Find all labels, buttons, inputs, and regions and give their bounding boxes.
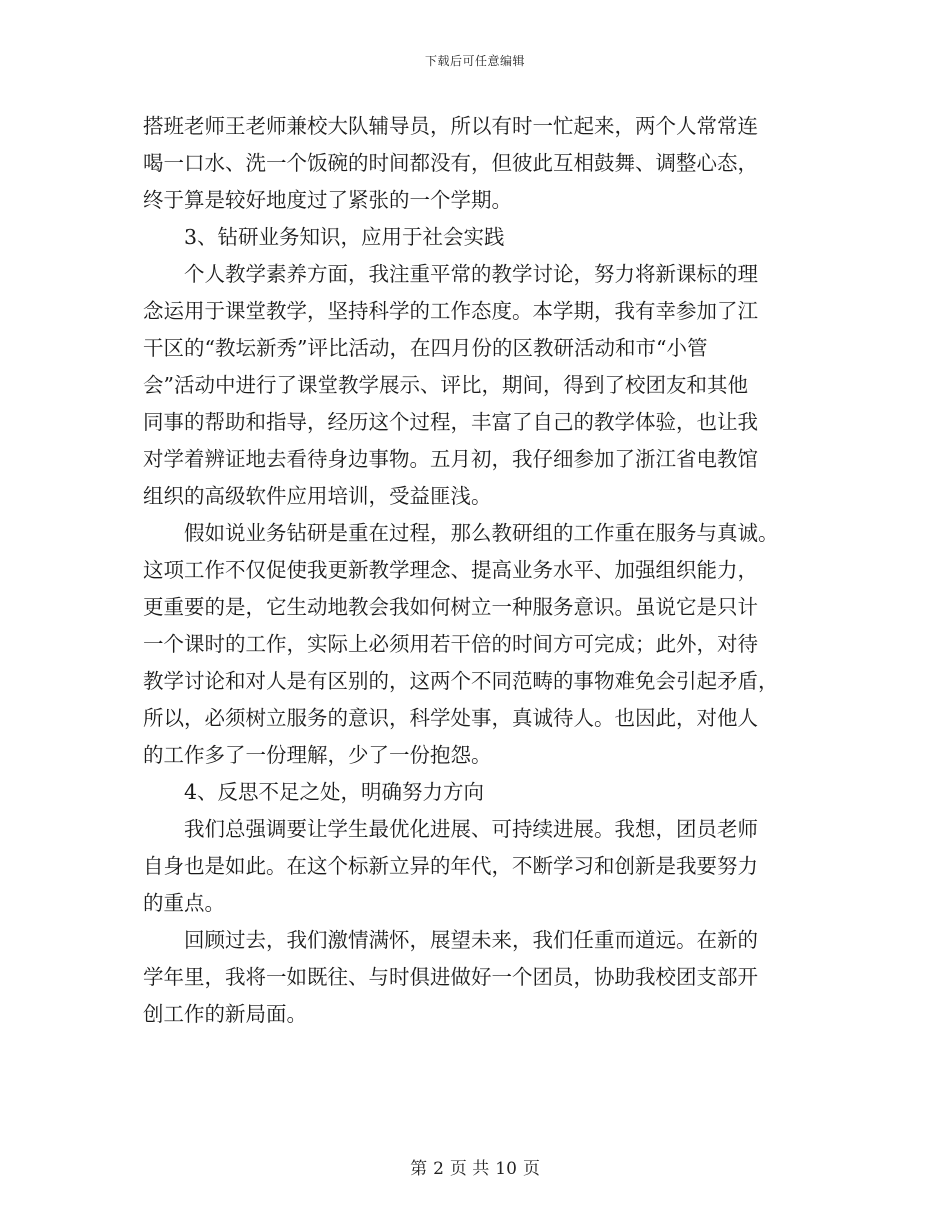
total-pages: 10	[495, 1159, 517, 1179]
text-line: 学年里，我将一如既往、与时俱进做好一个团员，协助我校团支部开	[143, 965, 758, 989]
footer-prefix: 第	[410, 1159, 428, 1179]
page-number: 2	[433, 1159, 444, 1179]
text-line: 喝一口水、洗一个饭碗的时间都没有，但彼此互相鼓舞、调整心态，	[143, 151, 758, 175]
page-footer	[0, 1154, 950, 1179]
text-line: 终于算是较好地度过了紧张的一个学期。	[143, 188, 512, 212]
section-heading: 4、反思不足之处，明确努力方向	[184, 780, 485, 804]
text-line: 的重点。	[143, 891, 225, 915]
text-line: 的工作多了一份理解，少了一份抱怨。	[143, 743, 492, 767]
text-line: 念运用于课堂教学，坚持科学的工作态度。本学期，我有幸参加了江	[143, 299, 758, 323]
text-line: 创工作的新局面。	[143, 1002, 307, 1026]
text-line: 假如说业务钻研是重在过程，那么教研组的工作重在服务与真诚。	[184, 521, 779, 545]
text-line: 对学着辨证地去看待身边事物。五月初，我仔细参加了浙江省电教馆	[143, 447, 758, 471]
page-header: 下载后可任意编辑	[424, 54, 525, 68]
text-line: 我们总强调要让学生最优化进展、可持续进展。我想，团员老师	[184, 817, 758, 841]
text-line: 这项工作不仅促使我更新教学理念、提高业务水平、加强组织能力，	[143, 558, 758, 582]
text-line: 更重要的是，它生动地教会我如何树立一种服务意识。虽说它是只计	[143, 595, 758, 619]
text-line: 搭班老师王老师兼校大队辅导员，所以有时一忙起来，两个人常常连	[143, 114, 758, 138]
text-line: 所以，必须树立服务的意识，科学处事，真诚待人。也因此，对他人	[143, 706, 758, 730]
text-line: 自身也是如此。在这个标新立异的年代，不断学习和创新是我要努力	[143, 854, 758, 878]
text-line: 干区的“教坛新秀”评比活动，在四月份的区教研活动和市“小管	[143, 336, 708, 360]
body-text	[143, 108, 811, 1033]
text-line: 个人教学素养方面，我注重平常的教学讨论，努力将新课标的理	[184, 262, 758, 286]
text-line: 组织的高级软件应用培训，受益匪浅。	[143, 484, 492, 508]
text-line: 一个课时的工作，实际上必须用若干倍的时间方可完成；此外，对待	[143, 632, 758, 656]
text-line: 会”活动中进行了课堂教学展示、评比，期间，得到了校团友和其他	[143, 373, 748, 397]
section-heading: 3、钻研业务知识，应用于社会实践	[184, 225, 505, 249]
footer-suffix: 页	[522, 1159, 540, 1179]
text-line: 回顾过去，我们激情满怀，展望未来，我们任重而道远。在新的	[184, 928, 758, 952]
text-line: 同事的帮助和指导，经历这个过程，丰富了自己的教学体验，也让我	[143, 410, 758, 434]
footer-mid: 页 共	[449, 1159, 490, 1179]
text-line: 教学讨论和对人是有区别的，这两个不同范畴的事物难免会引起矛盾，	[143, 669, 779, 693]
